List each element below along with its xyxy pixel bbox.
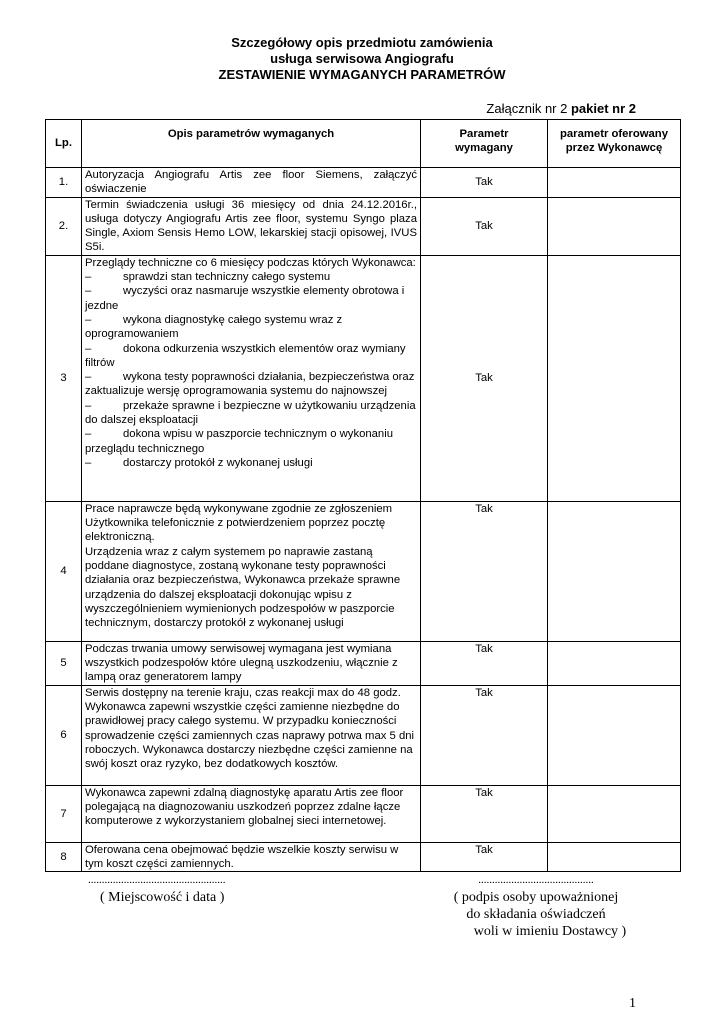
row-offered-cell[interactable]	[548, 197, 681, 255]
annex-package: pakiet nr 2	[570, 101, 636, 116]
row-offered-cell[interactable]	[548, 641, 681, 685]
place-date-label: ( Miejscowość i data )	[100, 890, 225, 905]
header-required-line1: Parametr	[459, 128, 509, 140]
row-description	[82, 255, 421, 501]
table-header-row	[46, 120, 681, 168]
row-required: Tak	[421, 785, 548, 842]
row-required: Tak	[421, 255, 548, 501]
list-item: – dokona odkurzenia wszystkich elementów oraz wymiany filtrów	[85, 342, 406, 369]
header-offered	[548, 120, 681, 168]
header-offered-line1: parametr oferowany	[560, 128, 668, 140]
row-required: Tak	[421, 168, 548, 198]
row-offered-cell[interactable]	[548, 685, 681, 785]
dash-marker: –	[85, 371, 92, 384]
signature-right	[436, 872, 636, 940]
header-description: Opis parametrów wymaganych	[82, 120, 421, 168]
header-lp: Lp.	[46, 120, 82, 168]
parameters-table	[45, 119, 681, 872]
row-lp: 7	[46, 785, 82, 842]
row-paragraph: Prace naprawcze będą wykonywane zgodnie ze zgłoszeniem Użytkownika telefonicznie z potwierdzeniem poprzez pocztę elektroniczną.	[85, 502, 393, 544]
annex-label	[486, 101, 636, 116]
list-item: – dokona wpisu w paszporcie technicznym o wykonaniu przeglądu technicznego	[85, 428, 394, 455]
signature-label-1: ( podpis osoby upoważnionej	[453, 890, 619, 905]
row-lp: 3	[46, 255, 82, 501]
table-row	[46, 168, 681, 198]
signature-left	[88, 872, 226, 906]
row-description: Autoryzacja Angiografu Artis zee floor Siemens, załączyć oświaczenie	[82, 168, 421, 198]
row-description: Termin świadczenia usługi 36 miesięcy od dnia 24.12.2016r., usługa dotyczy Angiografu Artis zee floor, systemu Syngo plaza Single, Axiom Sensis Hemo LOW, lekarskiej stacji opisowej, IVUS S5i.	[82, 197, 421, 255]
place-date-dots: ..................................................	[88, 874, 226, 886]
row-lp: 1.	[46, 168, 82, 198]
dash-marker: –	[85, 271, 92, 284]
signature-label-3: woli w imieniu Dostawcy )	[473, 924, 627, 939]
header-required	[421, 120, 548, 168]
row-offered-cell[interactable]	[548, 255, 681, 501]
row-offered-cell[interactable]	[548, 785, 681, 842]
table-row	[46, 842, 681, 872]
annex-prefix: Załącznik nr 2	[486, 101, 571, 116]
row-lp: 6	[46, 685, 82, 785]
table-row	[46, 685, 681, 785]
document-title-block	[0, 35, 724, 83]
dash-marker: –	[85, 313, 92, 326]
table-row	[46, 197, 681, 255]
row-lp: 2.	[46, 197, 82, 255]
table-row	[46, 255, 681, 501]
row-offered-cell[interactable]	[548, 501, 681, 641]
dash-marker: –	[85, 342, 92, 355]
row-description: Serwis dostępny na terenie kraju, czas reakcji max do 48 godz. Wykonawca zapewni wszystkie części zamienne niezbędne do prawidłowej pracy całego systemu. W przypadku konieczności sprowadzenie części zamiennych czas naprawy potrwa max 5 dni roboczych. Wykonawca dostarczy niezbędne części zamienne na swój koszt oraz ryzyko, bez dodatkowych kosztów.	[82, 685, 421, 785]
row-offered-cell[interactable]	[548, 168, 681, 198]
row-description: Podczas trwania umowy serwisowej wymagana jest wymiana wszystkich podzespołów które ulegną uszkodzeniu, włącznie z lampą oraz generatorem lampy	[82, 641, 421, 685]
list-item: – wyczyści oraz nasmaruje wszystkie elementy obrotowa i jezdne	[85, 285, 405, 312]
title-line-1: Szczegółowy opis przedmiotu zamówienia	[231, 35, 493, 50]
list-item: – wykona diagnostykę całego systemu wraz z oprogramowaniem	[85, 313, 343, 341]
row-description: Wykonawca zapewni zdalną diagnostykę aparatu Artis zee floor polegającą na diagnozowaniu uszkodzeń poprzez zdalne łącze komputerowe z wykorzystaniem globalnej sieci internetowej.	[82, 785, 421, 842]
title-line-2: usługa serwisowa Angiografu	[270, 51, 454, 66]
header-offered-line2: przez Wykonawcę	[565, 142, 663, 155]
table-row	[46, 641, 681, 685]
row-description: Oferowana cena obejmować będzie wszelkie koszty serwisu w tym koszt części zamiennych.	[82, 842, 421, 872]
dash-marker: –	[85, 399, 92, 412]
row-required: Tak	[421, 842, 548, 872]
row-description	[82, 501, 421, 641]
row-required: Tak	[421, 685, 548, 785]
list-item: – dostarczy protokół z wykonanej usługi	[85, 456, 313, 469]
list-item: – wykona testy poprawności działania, bezpieczeństwa oraz zaktualizuje wersję oprogramowania systemu do najnowszej	[85, 371, 415, 398]
table-row	[46, 501, 681, 641]
dash-marker: –	[85, 285, 92, 298]
row-offered-cell[interactable]	[548, 842, 681, 872]
row-lp: 4	[46, 501, 82, 641]
title-line-3: ZESTAWIENIE WYMAGANYCH PARAMETRÓW	[218, 67, 506, 82]
signature-dots: ..........................................	[478, 874, 594, 886]
row-lp: 5	[46, 641, 82, 685]
row-intro: Przeglądy techniczne co 6 miesięcy podczas których Wykonawca:	[85, 256, 416, 269]
row-paragraph: Urządzenia wraz z całym systemem po naprawie zastaną poddane diagnostyce, zostaną wykonane testy poprawności działania oraz bezpieczeństwa, Wykonawca przekaże sprawne urządzenia do dalszej eksploatacji dokonując wpisu z wyszczególnieniem wymienionych podzespołów w paszporcie technicznym, dostarczy protokół z wykonanej usługi	[85, 545, 401, 630]
dash-marker: –	[85, 428, 92, 441]
list-item: – sprawdzi stan techniczny całego systemu	[85, 271, 331, 284]
header-required-line2: wymagany	[455, 142, 513, 155]
row-required: Tak	[421, 501, 548, 641]
row-required: Tak	[421, 197, 548, 255]
list-item: – przekaże sprawne i bezpieczne w użytkowaniu urządzenia do dalszej eksploatacji	[85, 399, 416, 427]
row-lp: 8	[46, 842, 82, 872]
page-number: 1	[629, 996, 636, 1011]
signature-label-2: do składania oświadczeń	[466, 907, 606, 922]
dash-marker: –	[85, 456, 92, 469]
table-row	[46, 785, 681, 842]
row-required: Tak	[421, 641, 548, 685]
